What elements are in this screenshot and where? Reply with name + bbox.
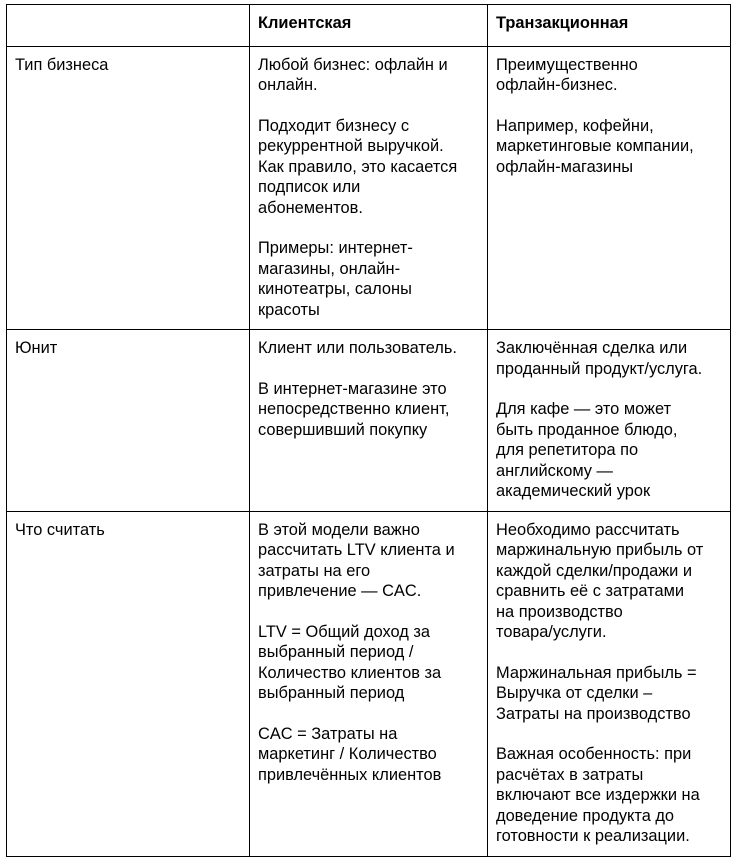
table-row	[7, 330, 731, 512]
cell-paragraph: Например, кофейни, маркетинговые компании, офлайн-магазины	[496, 116, 694, 176]
cell-paragraph: Подходит бизнесу с рекуррентной выручкой. Как правило, это касается подписок или абонементов.	[258, 116, 458, 217]
cell-client	[250, 511, 488, 856]
cell-paragraph: В интернет-магазине это непосредственно клиент, совершивший покупку	[258, 379, 450, 439]
cell-paragraph: Для кафе — это может быть проданное блюдо, для репетитора по английскому — академический урок	[496, 400, 678, 500]
table-row	[7, 511, 731, 856]
cell-paragraph: Клиент или пользователь.	[258, 339, 457, 357]
header-cell-client: Клиентская	[250, 5, 488, 47]
table-header-row	[7, 5, 731, 47]
cell-paragraph: В этой модели важно рассчитать LTV клиента и затраты на его привлечение — CAC.	[258, 520, 455, 600]
cell-paragraph: Преимущественно офлайн-бизнес.	[496, 55, 638, 94]
cell-paragraph: Заключённая сделка или проданный продукт/услуга.	[496, 339, 703, 378]
row-label-what-to-count: Что считать	[7, 511, 250, 856]
row-label-business-type: Тип бизнеса	[7, 46, 250, 330]
cell-paragraph: Любой бизнес: офлайн и онлайн.	[258, 55, 448, 94]
cell-paragraph: Примеры: интернет- магазины, онлайн- кинотеатры, салоны красоты	[258, 239, 413, 319]
cell-paragraph: LTV = Общий доход за выбранный период / Количество клиентов за выбранный период	[258, 622, 442, 702]
cell-client	[250, 46, 488, 330]
table-row	[7, 46, 731, 330]
header-cell-transaction: Транзакционная	[488, 5, 731, 47]
cell-paragraph: CAC = Затраты на маркетинг / Количество привлечённых клиентов	[258, 724, 442, 784]
cell-paragraph: Необходимо рассчитать маржинальную прибыль от каждой сделки/продажи и сравнить её с затратами на производство товара/услуги.	[496, 520, 704, 641]
cell-transaction	[488, 330, 731, 512]
cell-transaction	[488, 46, 731, 330]
header-cell-empty	[7, 5, 250, 47]
row-label-unit: Юнит	[7, 330, 250, 512]
cell-transaction	[488, 511, 731, 856]
comparison-table	[6, 4, 731, 857]
cell-paragraph: Маржинальная прибыль = Выручка от сделки – Затраты на производство	[496, 663, 697, 723]
cell-client	[250, 330, 488, 512]
cell-paragraph: Важная особенность: при расчётах в затраты включают все издержки на доведение продукта до готовности к реализации.	[496, 745, 700, 845]
